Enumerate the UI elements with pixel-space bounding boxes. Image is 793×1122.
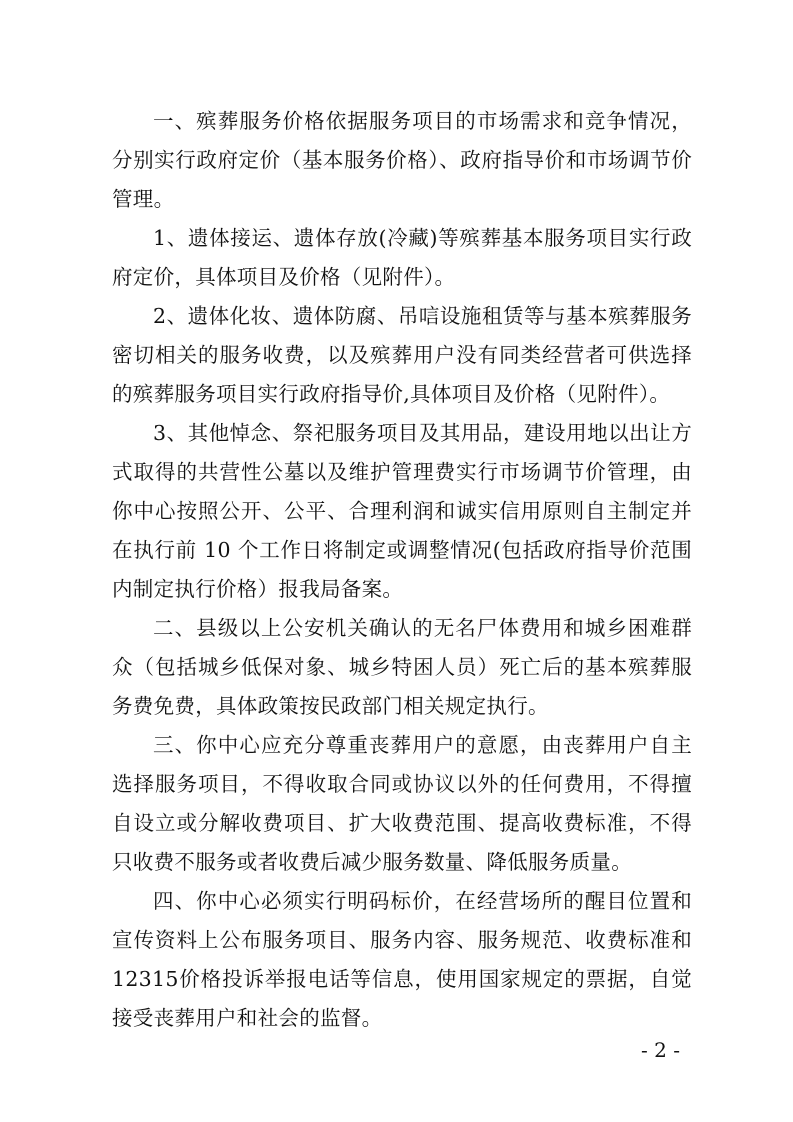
paragraph-1-item-3: 3、其他悼念、祭祀服务项目及其用品，建设用地以出让方式取得的共营性公墓以及维护管理费实行市场调节价管理，由你中心按照公开、公平、合理利润和诚实信用原则自主制定并在执行前 10 个工作日将制定或调整情况(包括政府指导价范围内制定执行价格）报我局备案。 <box>112 421 692 601</box>
document-body <box>112 102 692 1038</box>
paragraph-1: 一、殡葬服务价格依据服务项目的市场需求和竞争情况，分别实行政府定价（基本服务价格）、政府指导价和市场调节价管理。 <box>112 109 692 211</box>
paragraph-4: 四、你中心必须实行明码标价，在经营场所的醒目位置和宣传资料上公布服务项目、服务内容、服务规范、收费标准和 12315价格投诉举报电话等信息，使用国家规定的票据，自觉接受丧葬用户和社会的监督。 <box>112 889 692 1030</box>
paragraph-1-item-1: 1、遗体接运、遗体存放(冷藏)等殡葬基本服务项目实行政府定价，具体项目及价格（见附件）。 <box>112 226 692 289</box>
paragraph-3: 三、你中心应充分尊重丧葬用户的意愿，由丧葬用户自主选择服务项目，不得收取合同或协议以外的任何费用，不得擅自设立或分解收费项目、扩大收费范围、提高收费标准，不得只收费不服务或者收费后减少服务数量、降低服务质量。 <box>112 733 692 874</box>
paragraph-1-item-2: 2、遗体化妆、遗体防腐、吊唁设施租赁等与基本殡葬服务密切相关的服务收费，以及殡葬用户没有同类经营者可供选择的殡葬服务项目实行政府指导价,具体项目及价格（见附件）。 <box>112 304 692 406</box>
page-number: - 2 - <box>641 1038 680 1062</box>
paragraph-2: 二、县级以上公安机关确认的无名尸体费用和城乡困难群众（包括城乡低保对象、城乡特困人员）死亡后的基本殡葬服务费免费，具体政策按民政部门相关规定执行。 <box>112 616 692 718</box>
